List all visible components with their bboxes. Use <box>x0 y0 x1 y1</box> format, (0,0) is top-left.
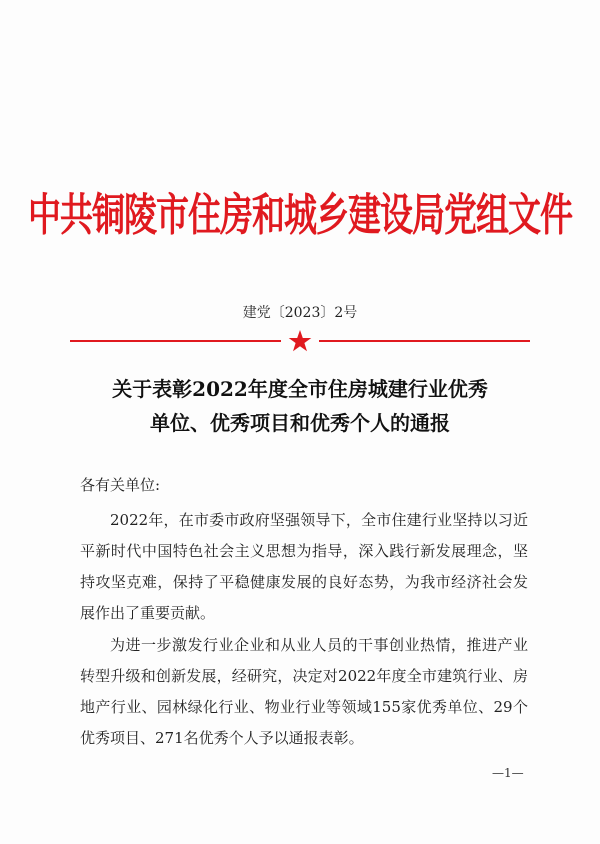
document-header-title: 中共铜陵市住房和城乡建设局党组文件 <box>28 188 572 241</box>
notice-title <box>0 372 600 440</box>
salutation: 各有关单位: <box>80 476 161 494</box>
document-number: 建党〔2023〕2号 <box>242 305 358 321</box>
red-rule-right <box>319 340 530 342</box>
red-rule-left <box>70 340 281 342</box>
red-star-icon <box>288 329 312 353</box>
body-paragraph-2: 为进一步激发行业企业和从业人员的干事创业热情，推进产业转型升级和创新发展，经研究，决定对2022年度全市建筑行业、房地产行业、园林绿化行业、物业行业等领域155家优秀单位、29个优秀项目、271名优秀个人予以通报表彰。 <box>80 636 528 747</box>
body-paragraph-1: 2022年，在市委市政府坚强领导下，全市住建行业坚持以习近平新时代中国特色社会主义思想为指导，深入践行新发展理念，坚持攻坚克难，保持了平稳健康发展的良好态势，为我市经济社会发展作出了重要贡献。 <box>80 511 528 622</box>
red-divider <box>70 329 530 355</box>
notice-title-line-1: 关于表彰2022年度全市住房城建行业优秀 <box>112 377 488 401</box>
page-number: —1— <box>492 766 524 780</box>
notice-title-line-2: 单位、优秀项目和优秀个人的通报 <box>150 411 450 435</box>
